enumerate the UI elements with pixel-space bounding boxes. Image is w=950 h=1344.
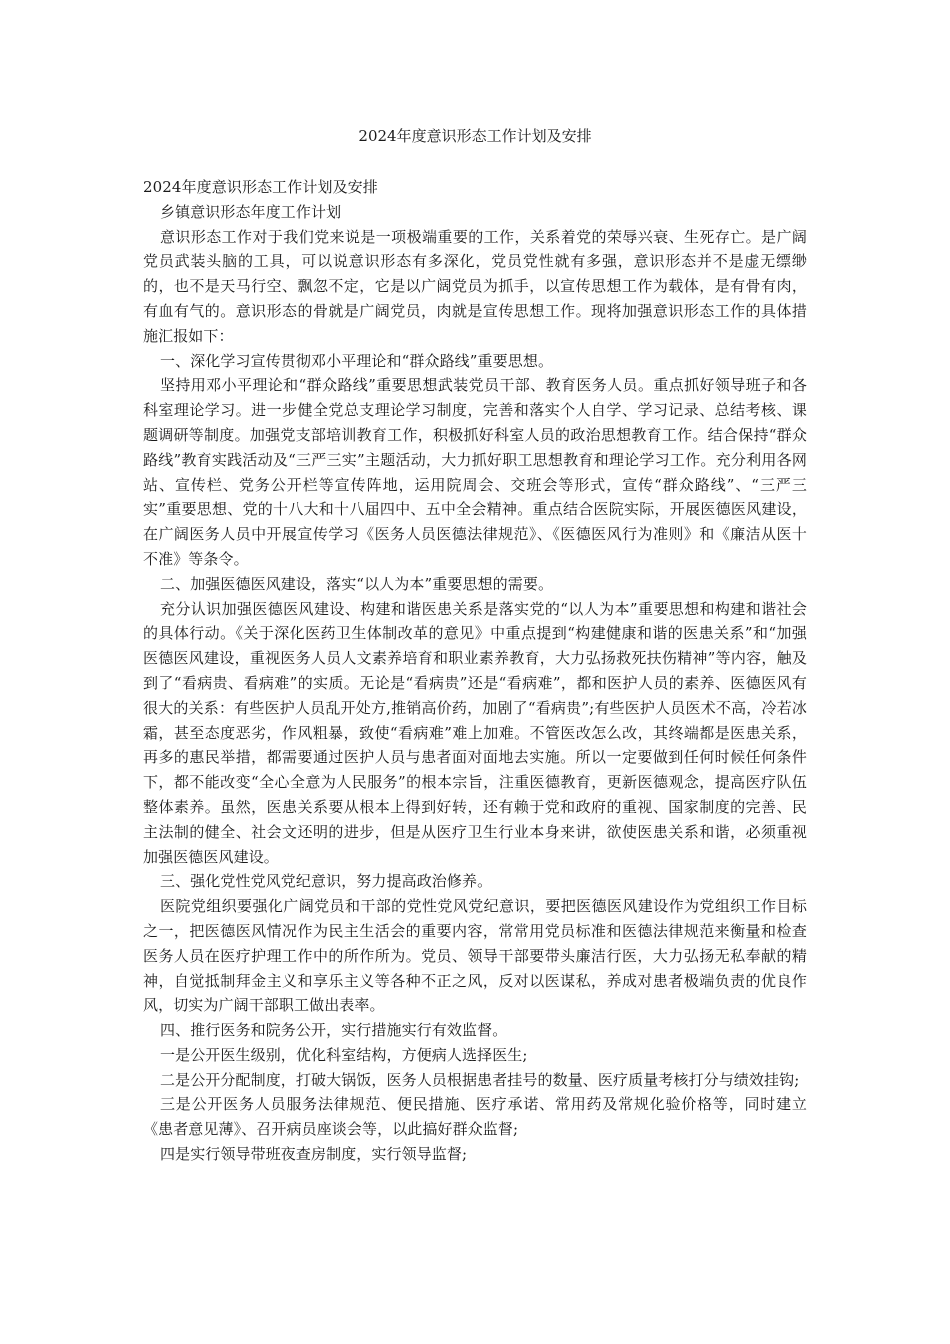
paragraph: 一、深化学习宣传贯彻邓小平理论和“群众路线”重要思想。 (160, 351, 554, 370)
paragraph: 四是实行领导带班夜查房制度，实行领导监督; (160, 1145, 468, 1164)
paragraph: 三、强化党性党风党纪意识，努力提高政治修养。 (160, 872, 493, 891)
document-title: 2024年度意识形态工作计划及安排 (358, 127, 592, 145)
paragraph: 一是公开医生级别，优化科室结构，方便病人选择医生; (160, 1045, 528, 1064)
paragraph: 充分认识加强医德医风建设、构建和谐医患关系是落实党的“以人为本”重要思想和构建和谐社会的具体行动。《关于深化医药卫生体制改革的意见》中重点提到“构建健康和谐的医患关系”和“加强医德医风建设，重视医务人员人文素养培育和职业素养教育，大力弘扬救死扶伤精神”等内容，触及到了“看病贵、看病难”的实质。无论是“看病贵”还是“看病难”，都和医护人员的素养、医德医风有很大的关系：有些医护人员乱开处方,推销高价药，加剧了“看病贵”;有些医护人员医术不高，冷若冰霜，甚至态度恶劣，作风粗暴，致使“看病难”难上加难。不管医改怎么改，其终端都是医患关系，再多的惠民举措，都需要通过医护人员与患者面对面地去实施。所以一定要做到任何时候任何条件下，都不能改变“全心全意为人民服务”的根本宗旨，注重医德教育，更新医德观念，提高医疗队伍整体素养。虽然，医患关系要从根本上得到好转，还有赖于党和政府的重视、国家制度的完善、民主法制的健全、社会文还明的进步，但是从医疗卫生行业本身来讲，欲使医患关系和谐，必须重视加强医德医风建设。 (143, 599, 807, 866)
paragraph: 三是公开医务人员服务法律规范、便民措施、医疗承诺、常用药及常规化验价格等，同时建立《患者意见薄》、召开病员座谈会等，以此搞好群众监督; (143, 1095, 807, 1139)
paragraph: 乡镇意识形态年度工作计划 (160, 202, 342, 221)
paragraph: 医院党组织要强化广阔党员和干部的党性党风党纪意识，要把医德医风建设作为党组织工作目标之一，把医德医风情况作为民主生活会的重要内容，常常用党员标准和医德法律规范来衡量和检查医务人员在医疗护理工作中的所作所为。党员、领导干部要带头廉洁行医，大力弘扬无私奉献的精神，自觉抵制拜金主义和享乐主义等各种不正之风，反对以医谋私，养成对患者极端负责的优良作风，切实为广阔干部职工做出表率。 (143, 897, 807, 1015)
paragraph: 二、加强医德医风建设，落实“以人为本”重要思想的需要。 (160, 574, 554, 593)
document-body (143, 175, 807, 1167)
paragraph: 2024年度意识形态工作计划及安排 (143, 178, 378, 196)
paragraph: 二是公开分配制度，打破大锅饭，医务人员根据患者挂号的数量、医疗质量考核打分与绩效挂钩; (160, 1070, 800, 1089)
paragraph: 坚持用邓小平理论和“群众路线”重要思想武装党员干部、教育医务人员。重点抓好领导班子和各科室理论学习。进一步健全党总支理论学习制度，完善和落实个人自学、学习记录、总结考核、课题调研等制度。加强党支部培训教育工作，积极抓好科室人员的政治思想教育工作。结合保持“群众路线”教育实践活动及“三严三实”主题活动，大力抓好职工思想教育和理论学习工作。充分利用各网站、宣传栏、党务公开栏等宣传阵地，运用院周会、交班会等形式，宣传“群众路线”、“三严三实”重要思想、党的十八大和十八届四中、五中全会精神。重点结合医院实际，开展医德医风建设，在广阔医务人员中开展宣传学习《医务人员医德法律规范》、《医德医风行为准则》和《廉洁从医十不准》等条令。 (143, 376, 807, 568)
paragraph: 四、推行医务和院务公开，实行措施实行有效监督。 (160, 1021, 508, 1040)
paragraph: 意识形态工作对于我们党来说是一项极端重要的工作，关系着党的荣辱兴衰、生死存亡。是广阔党员武装头脑的工具，可以说意识形态有多深化，党员党性就有多强，意识形态并不是虚无缥缈的，也不是天马行空、飘忽不定，它是以广阔党员为抓手，以宣传思想工作为载体，是有骨有肉，有血有气的。意识形态的骨就是广阔党员，肉就是宣传思想工作。现将加强意识形态工作的具体措施汇报如下： (143, 227, 807, 345)
